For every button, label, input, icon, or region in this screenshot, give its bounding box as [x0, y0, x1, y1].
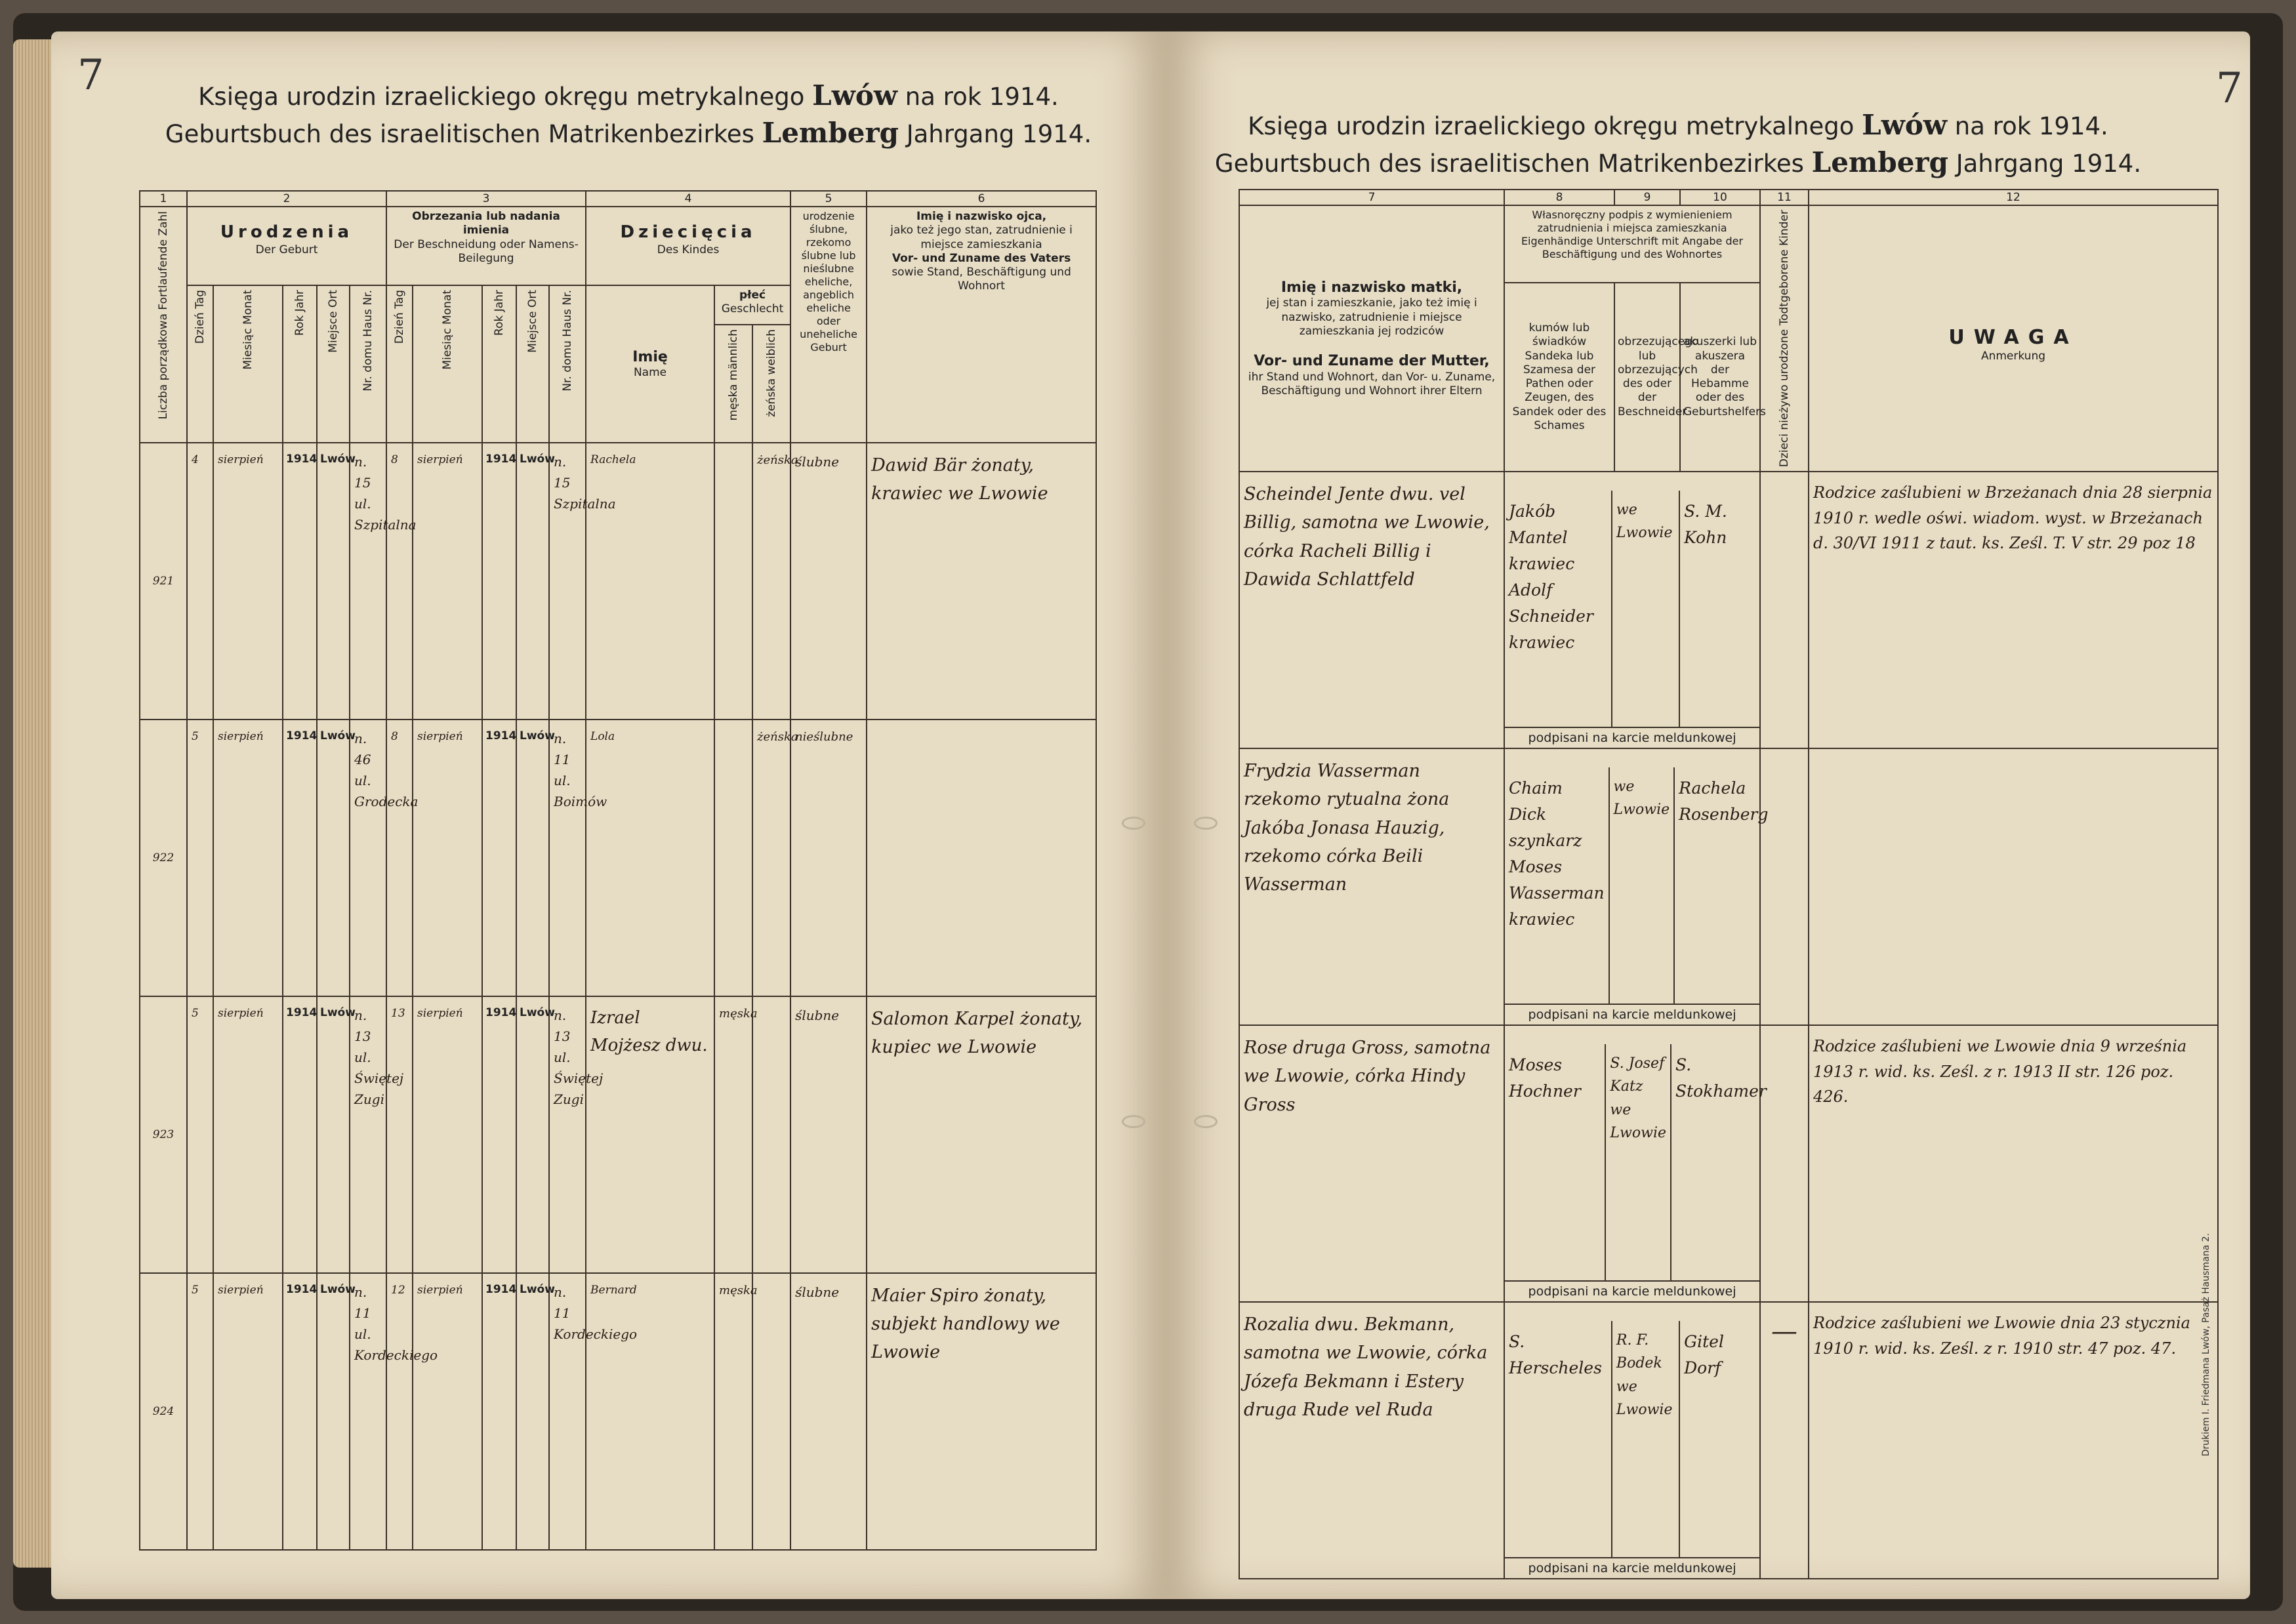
- circ-year: 1914: [482, 1273, 516, 1550]
- remark: Rodzice zaślubieni we Lwowie dnia 9 września 1913 r. wid. ks. Ześl. z r. 1913 II str. 126 poz. 426.: [1809, 1025, 2218, 1302]
- entry-number: 921: [140, 443, 187, 720]
- header-child-name: Imię Name: [586, 285, 714, 443]
- sex-female: [752, 996, 790, 1273]
- circ-day: 12: [386, 1273, 413, 1550]
- column-number-row: 1 2 3 4 5 6: [140, 191, 1096, 207]
- header-ordinal: Liczba porządkowa Fortlaufende Zahl: [140, 207, 187, 443]
- header-birth-day: Dzień Tag: [187, 285, 213, 443]
- circ-month: sierpień: [413, 720, 482, 996]
- table-row: [140, 996, 1096, 1273]
- mother-name: Scheindel Jente dwu. vel Billig, samotna we Lwowie, córka Racheli Billig i Dawida Schlattfeld: [1239, 472, 1504, 748]
- table-row: [140, 1273, 1096, 1550]
- birth-place: Lwów: [317, 996, 350, 1273]
- header-circumciser: obrzezującego lub obrzezujących des oder der Beschneider: [1614, 283, 1680, 472]
- right-register-table: [1239, 189, 2219, 1579]
- signatures-cell: [1504, 472, 1760, 748]
- entry-number: 922: [140, 720, 187, 996]
- header-female: żeńska weiblich: [752, 325, 790, 443]
- left-folio: 7: [77, 51, 104, 100]
- header-mother: Imię i nazwisko matki, jej stan i zamieszkanie, jako też imię i nazwisko, zatrudnienie i miejsce zamieszkania jej rodziców Vor- und Zuname der Mutter, ihr Stand und Wohnort, dan Vor- u. Zuname, Beschäftigung und Wohnort ihrer Eltern: [1239, 205, 1504, 472]
- circ-place: Lwów: [516, 996, 549, 1273]
- circumciser: we Lwowie: [1612, 491, 1680, 727]
- circ-place: Lwów: [516, 443, 549, 720]
- remark: Rodzice zaślubieni we Lwowie dnia 23 stycznia 1910 r. wid. ks. Ześl. z r. 1910 str. 47 poz. 47.: [1809, 1302, 2218, 1579]
- birth-month: sierpień: [213, 996, 283, 1273]
- header-legitimacy: urodzenie ślubne, rzekomo ślubne lub nieślubne eheliche, angeblich eheliche oder uneheliche Geburt: [790, 207, 867, 443]
- circ-month: sierpień: [413, 443, 482, 720]
- birth-place: Lwów: [317, 720, 350, 996]
- right-page-title: Księga urodzin izraelickiego okręgu metrykalnego Lwów na rok 1914. Geburtsbuch des israelitischen Matrikenbezirkes Lemberg Jahrgang 1914.: [1214, 109, 2142, 178]
- circ-house: n. 15 Szpitalna: [549, 443, 586, 720]
- table-row: [140, 443, 1096, 720]
- circumciser: R. F. Bodek we Lwowie: [1612, 1321, 1680, 1557]
- birth-day: 4: [187, 443, 213, 720]
- father-name: Maier Spiro żonaty, subjekt handlowy we Lwowie: [867, 1273, 1096, 1550]
- mother-name: Frydzia Wasserman rzekomo rytualna żona Jakóba Jonasa Hauzig, rzekomo córka Beili Wasserman: [1239, 748, 1504, 1025]
- birth-day: 5: [187, 996, 213, 1273]
- witness: Chaim Dick szynkarz Moses Wasserman krawiec: [1505, 767, 1610, 1004]
- signature-note: podpisani na karcie meldunkowej: [1505, 1557, 1759, 1578]
- circ-house: n. 11 Kordeckiego: [549, 1273, 586, 1550]
- witness: Jakób Mantel krawiec Adolf Schneider krawiec: [1505, 491, 1612, 727]
- birth-day: 5: [187, 720, 213, 996]
- header-sex: płeć Geschlecht: [714, 285, 790, 325]
- child-name: Lola: [586, 720, 714, 996]
- circ-year: 1914: [482, 443, 516, 720]
- header-birth-house: Nr. domu Haus Nr.: [350, 285, 386, 443]
- header-circ-year: Rok Jahr: [482, 285, 516, 443]
- table-row: [1239, 1302, 2218, 1579]
- table-row: [1239, 1025, 2218, 1302]
- circumciser: we Lwowie: [1610, 767, 1675, 1004]
- header-father: Imię i nazwisko ojca, jako też jego stan, zatrudnienie i miejsce zamieszkania Vor- und Zuname des Vaters sowie Stand, Beschäftigung und Wohnort: [867, 207, 1096, 443]
- circ-month: sierpień: [413, 1273, 482, 1550]
- circ-year: 1914: [482, 720, 516, 996]
- birth-month: sierpień: [213, 443, 283, 720]
- page-edges: [13, 39, 51, 1568]
- header-birth: Urodzenia Der Geburt: [187, 207, 386, 285]
- circ-day: 8: [386, 443, 413, 720]
- sex-male: [714, 443, 752, 720]
- left-page-title: Księga urodzin izraelickiego okręgu metrykalnego Lwów na rok 1914. Geburtsbuch des israelitischen Matrikenbezirkes Lemberg Jahrgang 1914.: [165, 79, 1092, 149]
- circ-house: n. 11 ul. Boimów: [549, 720, 586, 996]
- child-name: Izrael Mojżesz dwu.: [586, 996, 714, 1273]
- sex-female: [752, 1273, 790, 1550]
- column-number-row: 7 8 9 10 11 12: [1239, 190, 2218, 205]
- table-row: [140, 720, 1096, 996]
- circ-year: 1914: [482, 996, 516, 1273]
- binding-stitch: [1122, 817, 1145, 830]
- header-remarks: UWAGA Anmerkung: [1809, 205, 2218, 472]
- signatures-cell: [1504, 748, 1769, 1025]
- birth-day: 5: [187, 1273, 213, 1550]
- birth-year: 1914: [283, 1273, 317, 1550]
- circ-day: 13: [386, 996, 413, 1273]
- midwife: S. Stokhamer: [1675, 1055, 1767, 1101]
- header-circ-place: Miejsce Ort: [516, 285, 549, 443]
- circ-place: Lwów: [516, 720, 549, 996]
- circumciser: S. Josef Katz we Lwowie: [1606, 1044, 1671, 1280]
- midwife: Gitel Dorf: [1684, 1332, 1724, 1378]
- birth-place: Lwów: [317, 443, 350, 720]
- father-name: Dawid Bär żonaty, krawiec we Lwowie: [867, 443, 1096, 720]
- birth-house: n. 46 ul. Grodecka: [350, 720, 386, 996]
- sex-female: żeńska: [752, 443, 790, 720]
- stillborn: [1760, 748, 1809, 1025]
- header-birth-year: Rok Jahr: [283, 285, 317, 443]
- signature-note: podpisani na karcie meldunkowej: [1505, 1280, 1759, 1301]
- signatures-cell: [1504, 1025, 1767, 1302]
- midwife: S. M. Kohn: [1684, 502, 1727, 548]
- header-birth-month: Miesiąc Monat: [213, 285, 283, 443]
- printer-imprint: Drukiem I. Friedmana Lwów, Pasaż Hausmana 2.: [2201, 1233, 2211, 1457]
- birth-year: 1914: [283, 720, 317, 996]
- stillborn: [1760, 1025, 1809, 1302]
- father-name: Salomon Karpel żonaty, kupiec we Lwowie: [867, 996, 1096, 1273]
- circ-day: 8: [386, 720, 413, 996]
- binding-stitch: [1122, 1115, 1145, 1128]
- birth-house: n. 11 ul. Kordeckiego: [350, 1273, 386, 1550]
- signatures-cell: [1504, 1302, 1760, 1579]
- header-midwife: akuszerki lub akuszera der Hebamme oder des Geburtshelfers: [1680, 283, 1760, 472]
- signature-note: podpisani na karcie meldunkowej: [1505, 727, 1759, 748]
- header-birth-place: Miejsce Ort: [317, 285, 350, 443]
- header-circumcision: Obrzezania lub nadania imienia Der Beschneidung oder Namens-Beilegung: [386, 207, 586, 285]
- remark: Rodzice zaślubieni w Brzeżanach dnia 28 sierpnia 1910 r. wedle oświ. wiadom. wyst. w Brzeżanach d. 30/VI 1911 z taut. ks. Ześl. T. V str. 29 poz 18: [1809, 472, 2218, 748]
- birth-house: n. 13 ul. Świętej Zugi: [350, 996, 386, 1273]
- left-register-table: [139, 190, 1097, 1551]
- mother-name: Rose druga Gross, samotna we Lwowie, córka Hindy Gross: [1239, 1025, 1504, 1302]
- legitimacy: nieślubne: [790, 720, 867, 996]
- midwife: Rachela Rosenberg: [1679, 779, 1769, 824]
- circ-house: n. 13 ul. Świętej Zugi: [549, 996, 586, 1273]
- entry-number: 923: [140, 996, 187, 1273]
- left-page: [51, 31, 1166, 1599]
- child-name: Bernard: [586, 1273, 714, 1550]
- witness: Moses Hochner: [1505, 1044, 1606, 1280]
- right-page: [1166, 31, 2250, 1599]
- table-row: [1239, 748, 2218, 1025]
- header-signatures: Własnoręczny podpis z wymienieniem zatrudnienia i miejsca zamieszkania Eigenhändige Unterschrift mit Angabe der Beschäftigung und des Wohnortes: [1504, 205, 1760, 283]
- header-circ-day: Dzień Tag: [386, 285, 413, 443]
- sex-male: [714, 720, 752, 996]
- father-name: [867, 720, 1096, 996]
- signature-note: podpisani na karcie meldunkowej: [1505, 1004, 1759, 1025]
- legitimacy: ślubne: [790, 996, 867, 1273]
- stillborn: —: [1760, 1302, 1809, 1579]
- birth-month: sierpień: [213, 720, 283, 996]
- birth-house: n. 15 ul. Szpitalna: [350, 443, 386, 720]
- header-circ-month: Miesiąc Monat: [413, 285, 482, 443]
- birth-place: Lwów: [317, 1273, 350, 1550]
- birth-year: 1914: [283, 996, 317, 1273]
- sex-male: męska: [714, 996, 752, 1273]
- sex-female: żeńska: [752, 720, 790, 996]
- table-row: [1239, 472, 2218, 748]
- binding-stitch: [1194, 1115, 1218, 1128]
- binding-stitch: [1194, 817, 1218, 830]
- birth-year: 1914: [283, 443, 317, 720]
- header-witnesses: kumów lub świadków Sandeka lub Szamesa der Pathen oder Zeugen, des Sandek oder des Schames: [1504, 283, 1614, 472]
- header-male: męska männlich: [714, 325, 752, 443]
- child-name: Rachela: [586, 443, 714, 720]
- mother-name: Rozalia dwu. Bekmann, samotna we Lwowie, córka Józefa Bekmann i Estery druga Rude vel Ruda: [1239, 1302, 1504, 1579]
- right-folio: 7: [2216, 64, 2243, 113]
- header-circ-house: Nr. domu Haus Nr.: [549, 285, 586, 443]
- birth-month: sierpień: [213, 1273, 283, 1550]
- circ-place: Lwów: [516, 1273, 549, 1550]
- legitimacy: ślubne: [790, 443, 867, 720]
- header-stillborn: Dzieci nieżywo urodzone Todtgeborene Kinder: [1760, 205, 1809, 472]
- header-child: Dziecięcia Des Kindes: [586, 207, 790, 285]
- entry-number: 924: [140, 1273, 187, 1550]
- book-spread: [13, 13, 2283, 1611]
- legitimacy: ślubne: [790, 1273, 867, 1550]
- remark: [1809, 748, 2218, 1025]
- sex-male: męska: [714, 1273, 752, 1550]
- stillborn: [1760, 472, 1809, 748]
- witness: S. Herscheles: [1505, 1321, 1612, 1557]
- circ-month: sierpień: [413, 996, 482, 1273]
